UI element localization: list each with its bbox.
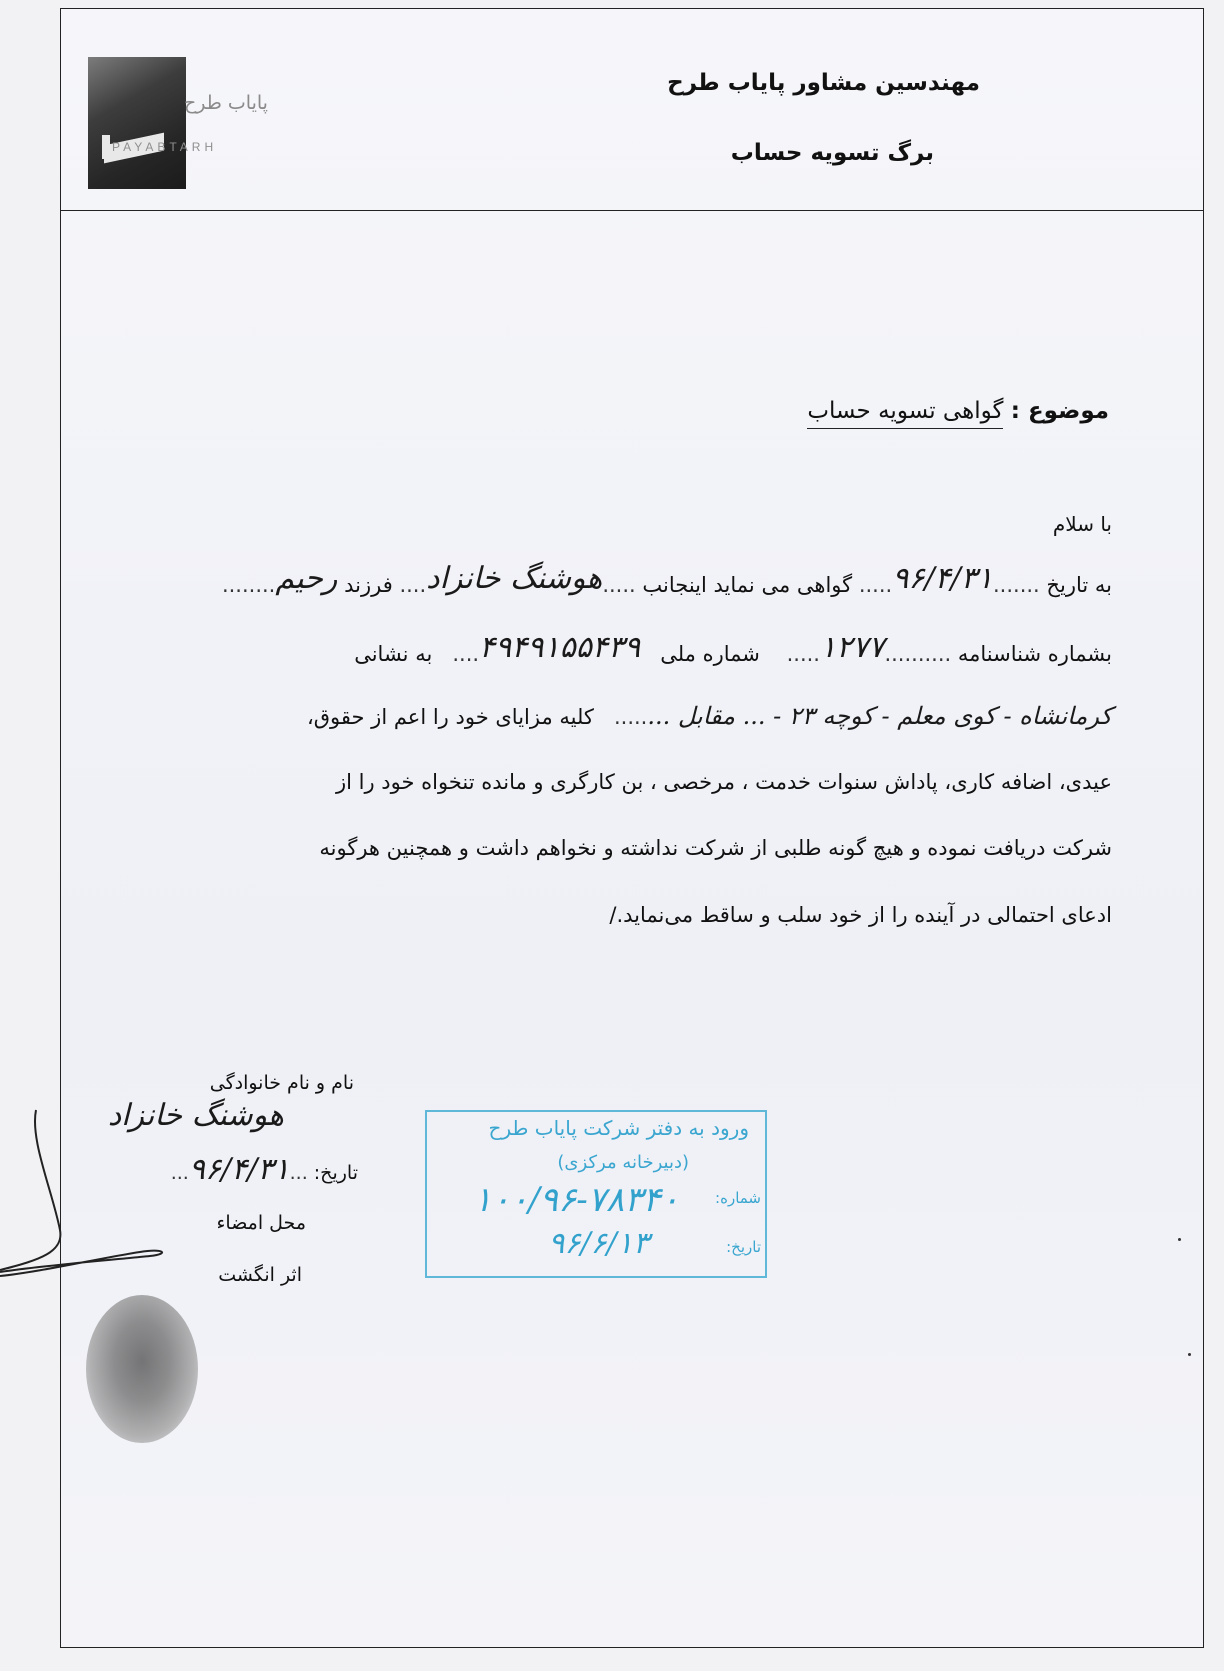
subject-label: موضوع : — [1010, 398, 1109, 424]
letter-line-1: به تاریخ .......۹۶/۴/۳۱..... گواهی می نماید اینجانب .....هوشنگ خانزاد.... فرزند رحیم........ — [221, 561, 1112, 597]
logo-name-en: PAYABTARH — [112, 140, 218, 154]
stamp-number-label: شماره: — [715, 1189, 761, 1207]
form-title: برگ تسویه حساب — [730, 140, 934, 166]
logo-mark — [88, 57, 186, 189]
name-label: نام و نام خانوادگی — [209, 1072, 354, 1094]
letter-line-5: شرکت دریافت نموده و هیچ گونه طلبی از شرکت نداشته و نخواهم داشت و همچنین هرگونه — [319, 836, 1112, 860]
handwritten-signer-name: هوشنگ خانزاد — [107, 1098, 284, 1133]
subject-value: گواهی تسویه حساب — [807, 398, 1003, 429]
date-prefix: به تاریخ — [1046, 573, 1112, 597]
document-page — [60, 8, 1204, 1648]
stamp-number-value: ۱۰۰/۹۶-۷۸۳۴۰ — [473, 1180, 679, 1220]
letter-line-2: بشماره شناسنامه ..........۱۲۷۷..... شماره ملی ۴۹۴۹۱۵۵۴۳۹.... به نشانی — [354, 630, 1112, 666]
registry-stamp — [425, 1110, 767, 1278]
stamp-subtitle: (دبیرخانه مرکزی) — [557, 1152, 689, 1173]
handwritten-date: ۹۶/۴/۳۱ — [892, 561, 993, 596]
date-label: تاریخ: — [313, 1162, 358, 1184]
benefits-text: کلیه مزایای خود را اعم از حقوق، — [306, 705, 594, 729]
thumbprint-label: اثر انگشت — [218, 1264, 302, 1286]
company-logo — [88, 57, 254, 191]
address-label: به نشانی — [354, 642, 433, 666]
id-number-label: بشماره شناسنامه — [957, 642, 1112, 666]
stamp-date-value: ۹۶/۶/۱۳ — [548, 1226, 649, 1261]
certify-text: گواهی می نماید اینجانب — [642, 573, 853, 597]
handwritten-father-name: رحیم — [275, 561, 338, 596]
stamp-title: ورود به دفتر شرکت پایاب طرح — [488, 1116, 749, 1140]
handwritten-name: هوشنگ خانزاد — [426, 561, 603, 596]
handwritten-id-number: ۱۲۷۷ — [819, 630, 885, 665]
handwritten-sign-date: ۹۶/۴/۳۱ — [188, 1152, 290, 1187]
letter-line-6: ادعای احتمالی در آینده را از خود سلب و ساقط می‌نماید./ — [609, 903, 1112, 927]
date-row: تاریخ: ...۹۶/۴/۳۱... — [170, 1152, 358, 1187]
letter-line-4: عیدی، اضافه کاری، پاداش سنوات خدمت ، مرخصی ، بن کارگری و مانده تنخواه خود را از — [335, 770, 1112, 794]
signature-place-label: محل امضاء — [216, 1212, 306, 1234]
ink-dot — [1188, 1353, 1191, 1356]
signature-stroke — [0, 1080, 200, 1300]
stamp-date-label: تاریخ: — [726, 1238, 761, 1256]
letter-line-3: کرمانشاه - کوی معلم - کوچه ۲۳ - ... مقابل ........ کلیه مزایای خود را اعم از حقوق، — [306, 702, 1112, 730]
company-name: مهندسین مشاور پایاب طرح — [667, 70, 980, 96]
national-id-label: شماره ملی — [660, 642, 760, 666]
header-divider — [61, 210, 1203, 211]
thumbprint — [86, 1295, 198, 1443]
child-of-label: فرزند — [344, 573, 393, 597]
handwritten-address: کرمانشاه - کوی معلم - کوچه ۲۳ - ... مقابل ... — [647, 702, 1112, 730]
handwritten-national-id: ۴۹۴۹۱۵۵۴۳۹ — [479, 630, 641, 665]
subject-row — [807, 398, 1109, 424]
logo-name-fa: پایاب طرح — [184, 92, 268, 114]
ink-dot — [1178, 1238, 1181, 1241]
greeting: با سلام — [1052, 512, 1112, 536]
